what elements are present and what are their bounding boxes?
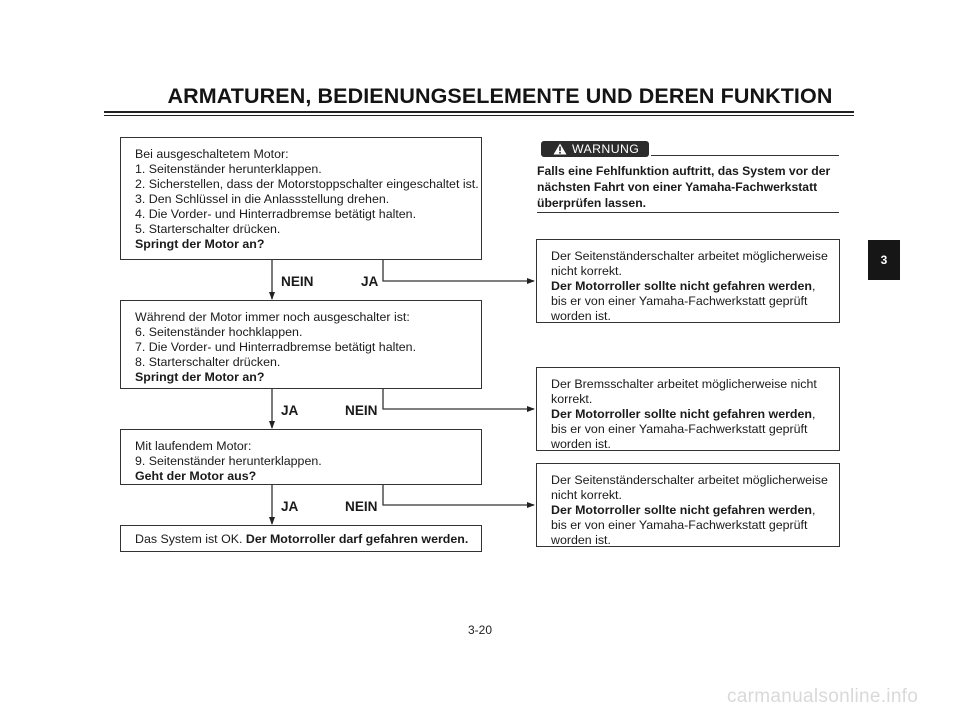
warning-line: überprüfen lassen. — [537, 196, 647, 210]
result1-bold: Der Motorroller sollte nicht gefahren werden — [551, 279, 812, 293]
page-title: ARMATUREN, BEDIENUNGSELEMENTE UND DEREN FUNKTION — [167, 84, 833, 108]
step1-line: Bei ausgeschaltetem Motor: — [135, 147, 289, 161]
arrow-step3-right — [383, 485, 534, 505]
result3-line: worden ist. — [551, 533, 611, 547]
step1-line: 4. Die Vorder- und Hinterradbremse betätigt halten. — [135, 207, 417, 221]
warning-triangle-icon — [553, 143, 567, 155]
result2-line: worden ist. — [551, 437, 611, 451]
warning-rule — [651, 155, 839, 156]
result1-line: bis er von einer Yamaha-Fachwerkstatt geprüft — [551, 294, 808, 308]
result3-line: nicht korrekt. — [551, 488, 622, 502]
result2-comma: , — [811, 407, 816, 421]
result1-line: worden ist. — [551, 309, 611, 323]
watermark: carmanualsonline.info — [727, 686, 919, 707]
result2-bold: Der Motorroller sollte nicht gefahren werden — [551, 407, 812, 421]
flow-step-3 — [120, 429, 482, 485]
step2-right-label: NEIN — [345, 403, 378, 418]
step3-down-label: JA — [281, 499, 299, 514]
step1-question: Springt der Motor an? — [135, 237, 265, 251]
flow-final — [120, 525, 482, 552]
result1-comma: , — [811, 279, 816, 293]
flow-result-1 — [536, 239, 840, 323]
warning-label: WARNUNG — [572, 142, 640, 156]
warning-text — [537, 163, 847, 211]
result3-line: bis er von einer Yamaha-Fachwerkstatt geprüft — [551, 518, 808, 532]
result3-comma: , — [811, 503, 816, 517]
step1-line: 3. Den Schlüssel in die Anlassstellung drehen. — [135, 192, 390, 206]
step2-down-label: JA — [281, 403, 299, 418]
arrow-step2-right — [383, 389, 534, 409]
final-text: Das System ist OK. — [135, 532, 243, 546]
step3-line: 9. Seitenständer herunterklappen. — [135, 454, 322, 468]
step2-line: 7. Die Vorder- und Hinterradbremse betätigt halten. — [135, 340, 417, 354]
arrow-step1-right — [383, 260, 534, 281]
chapter-tab: 3 — [868, 240, 900, 280]
step3-line: Mit laufendem Motor: — [135, 439, 252, 453]
flow-result-3 — [536, 463, 840, 547]
step2-line: 8. Starterschalter drücken. — [135, 355, 281, 369]
warning-bottom-rule — [537, 212, 839, 213]
flow-step-2 — [120, 300, 482, 389]
flow-result-2 — [536, 367, 840, 451]
step1-line: 1. Seitenständer herunterklappen. — [135, 162, 322, 176]
result1-line: Der Seitenständerschalter arbeitet möglicherweise — [551, 249, 828, 263]
result2-line: korrekt. — [551, 392, 593, 406]
step3-right-label: NEIN — [345, 499, 378, 514]
result2-line: Der Bremsschalter arbeitet möglicherweise nicht — [551, 377, 817, 391]
warning-line: Falls eine Fehlfunktion auftritt, das System vor der — [537, 164, 831, 178]
page-number: 3-20 — [467, 623, 493, 637]
result3-bold: Der Motorroller sollte nicht gefahren werden — [551, 503, 812, 517]
warning-line: nächsten Fahrt von einer Yamaha-Fachwerkstatt — [537, 180, 818, 194]
flow-step-1 — [120, 137, 482, 260]
result3-line: Der Seitenständerschalter arbeitet möglicherweise — [551, 473, 828, 487]
step1-line: 2. Sicherstellen, dass der Motorstoppschalter eingeschaltet ist. — [135, 177, 479, 191]
step1-down-label: NEIN — [281, 274, 314, 289]
warning-badge — [541, 141, 649, 157]
step3-question: Geht der Motor aus? — [135, 469, 257, 483]
step1-line: 5. Starterschalter drücken. — [135, 222, 281, 236]
step1-right-label: JA — [361, 274, 379, 289]
result1-line: nicht korrekt. — [551, 264, 622, 278]
final-bold: Der Motorroller darf gefahren werden. — [245, 532, 469, 546]
step2-line: Während der Motor immer noch ausgeschalter ist: — [135, 310, 410, 324]
step2-line: 6. Seitenständer hochklappen. — [135, 325, 303, 339]
result2-line: bis er von einer Yamaha-Fachwerkstatt geprüft — [551, 422, 808, 436]
step2-question: Springt der Motor an? — [135, 370, 265, 384]
